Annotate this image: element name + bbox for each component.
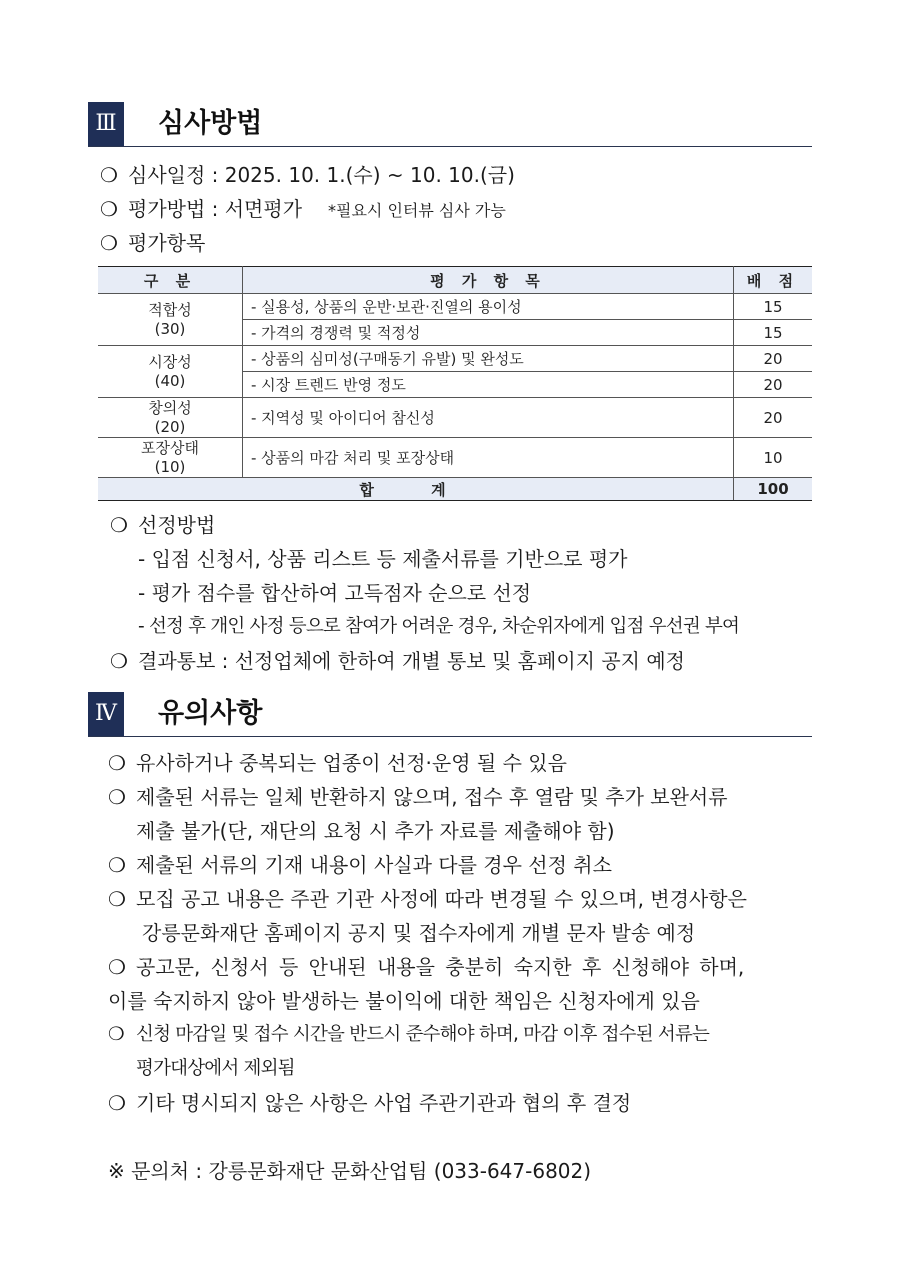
score-cell: 20 xyxy=(734,346,813,372)
contact-line: ※ 문의처 : 강릉문화재단 문화산업팀 (033-647-6802) xyxy=(108,1159,592,1183)
header-category: 구 분 xyxy=(98,267,243,294)
section-4-header xyxy=(88,692,812,737)
table-row xyxy=(98,398,812,438)
section-4-number: Ⅳ xyxy=(88,692,124,736)
note-line: ❍ 모집 공고 내용은 주관 기관 사정에 따라 변경될 수 있으며, 변경사항은 xyxy=(108,887,747,911)
selection-item: - 평가 점수를 합산하여 고득점자 순으로 선정 xyxy=(138,581,532,605)
section-3-number: Ⅲ xyxy=(88,102,124,146)
bullet-circle: ❍ xyxy=(100,231,118,255)
table-row xyxy=(98,346,812,372)
selection-item: - 입점 신청서, 상품 리스트 등 제출서류를 기반으로 평가 xyxy=(138,547,628,571)
total-row xyxy=(98,478,812,501)
item-cell: - 지역성 및 아이디어 참신성 xyxy=(243,398,734,438)
selection-item: - 선정 후 개인 사정 등으로 참여가 어려운 경우, 차순위자에게 입점 우선권 부여 xyxy=(138,616,740,637)
bullet-circle: ❍ xyxy=(108,955,126,979)
bullet-circle: ❍ xyxy=(108,1091,126,1115)
total-label: 합 계 xyxy=(98,478,734,501)
bullet-circle: ❍ xyxy=(108,751,126,775)
score-cell: 20 xyxy=(734,372,813,398)
evaluation-table xyxy=(98,266,812,501)
note-continuation: 강릉문화재단 홈페이지 공지 및 접수자에게 개별 문자 발송 예정 xyxy=(142,921,696,945)
category-cell: 포장상태 (10) xyxy=(98,438,243,478)
category-cell: 적합성 (30) xyxy=(98,294,243,346)
bullet-circle: ❍ xyxy=(108,1024,124,1045)
note-continuation: 제출 불가(단, 재단의 요청 시 추가 자료를 제출해야 함) xyxy=(136,819,615,843)
header-item: 평 가 항 목 xyxy=(243,267,734,294)
result-line: ❍ 결과통보 : 선정업체에 한하여 개별 통보 및 홈페이지 공지 예정 xyxy=(110,649,685,673)
table-row xyxy=(98,294,812,320)
bullet-circle: ❍ xyxy=(110,649,128,673)
section-4-title: 유의사항 xyxy=(158,698,263,729)
note-line: ❍ 공고문, 신청서 등 안내된 내용을 충분히 숙지한 후 신청해야 하며, xyxy=(108,955,745,979)
section-3-header xyxy=(88,102,812,147)
note-line: ❍ 기타 명시되지 않은 사항은 사업 주관기관과 협의 후 결정 xyxy=(108,1091,632,1115)
category-cell: 시장성 (40) xyxy=(98,346,243,398)
item-cell: - 가격의 경쟁력 및 적정성 xyxy=(243,320,734,346)
item-cell: - 시장 트렌드 반영 정도 xyxy=(243,372,734,398)
item-cell: - 상품의 마감 처리 및 포장상태 xyxy=(243,438,734,478)
score-cell: 15 xyxy=(734,320,813,346)
note-line: ❍ 신청 마감일 및 접수 시간을 반드시 준수해야 하며, 마감 이후 접수된 서류는 xyxy=(108,1022,709,1048)
section-3-title: 심사방법 xyxy=(158,108,263,139)
note-continuation: 평가대상에서 제외됨 xyxy=(136,1058,295,1079)
bullet-circle: ❍ xyxy=(108,785,126,809)
bullet-circle: ❍ xyxy=(108,887,126,911)
bullet-circle: ❍ xyxy=(100,163,118,187)
header-score: 배 점 xyxy=(734,267,813,294)
score-cell: 10 xyxy=(734,438,813,478)
score-cell: 15 xyxy=(734,294,813,320)
method-note: *필요시 인터뷰 심사 가능 xyxy=(328,201,506,220)
score-cell: 20 xyxy=(734,398,813,438)
note-continuation: 이를 숙지하지 않아 발생하는 불이익에 대한 책임은 신청자에게 있음 xyxy=(108,989,700,1013)
item-cell: - 실용성, 상품의 운반·보관·진열의 용이성 xyxy=(243,294,734,320)
bullet-circle: ❍ xyxy=(100,197,118,221)
item-cell: - 상품의 심미성(구매동기 유발) 및 완성도 xyxy=(243,346,734,372)
bullet-circle: ❍ xyxy=(110,513,128,537)
selection-label-line: ❍ 선정방법 xyxy=(110,513,216,537)
total-score: 100 xyxy=(734,478,813,501)
schedule-line: ❍ 심사일정 : 2025. 10. 1.(수) ~ 10. 10.(금) xyxy=(100,163,515,187)
note-line: ❍ 유사하거나 중복되는 업종이 선정·운영 될 수 있음 xyxy=(108,751,567,775)
items-label-line: ❍ 평가항목 xyxy=(100,231,206,255)
table-row xyxy=(98,438,812,478)
note-line: ❍ 제출된 서류의 기재 내용이 사실과 다를 경우 선정 취소 xyxy=(108,853,612,877)
bullet-circle: ❍ xyxy=(108,853,126,877)
category-cell: 창의성 (20) xyxy=(98,398,243,438)
note-line: ❍ 제출된 서류는 일체 반환하지 않으며, 접수 후 열람 및 추가 보완서류 xyxy=(108,785,728,809)
method-line: ❍ 평가방법 : 서면평가 *필요시 인터뷰 심사 가능 xyxy=(100,197,506,221)
